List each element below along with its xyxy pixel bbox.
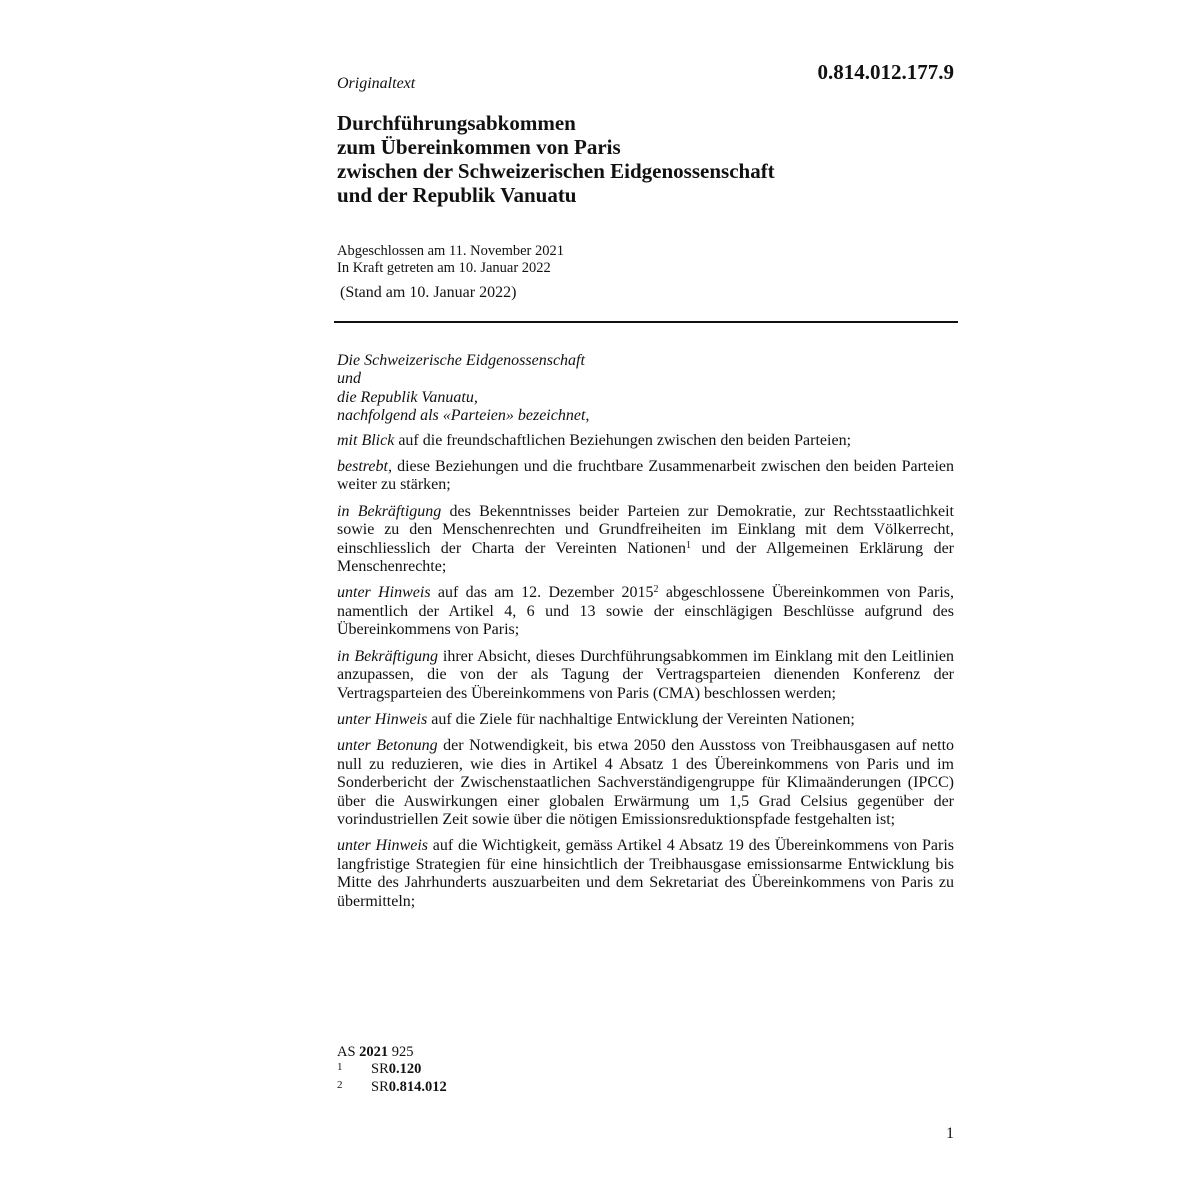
parties-line: und xyxy=(337,370,361,388)
recital-lead: in Bekräftigung xyxy=(337,502,442,520)
as-page: 925 xyxy=(388,1044,414,1060)
title-line: und der Republik Vanuatu xyxy=(337,183,577,207)
footnote-sr-link[interactable]: 0.120 xyxy=(388,1061,422,1077)
footnote-sr-link[interactable]: 0.814.012 xyxy=(388,1079,447,1095)
recital-text: des Bekenntnisses beider Parteien zur Demokratie, zur Rechtsstaatlichkeit sowie zu den Menschenrechten und Grundfreiheiten im Einklang mit dem Völkerrecht, einschliesslich der Charta der Vereinten Nationen xyxy=(337,502,954,557)
recital-lead: unter Hinweis xyxy=(337,584,431,602)
recital xyxy=(337,648,954,703)
document-title xyxy=(337,111,775,207)
recital xyxy=(337,737,954,829)
header-divider xyxy=(334,321,958,323)
original-text-label: Originaltext xyxy=(337,75,416,92)
footnote-ref[interactable]: 1 xyxy=(685,539,691,551)
recital xyxy=(337,503,954,577)
parties-line: nachfolgend als «Parteien» bezeichnet, xyxy=(337,407,590,425)
footnote-number: 2 xyxy=(337,1079,343,1091)
recital-lead: unter Hinweis xyxy=(337,837,428,855)
recital-text: auf die Ziele für nachhaltige Entwicklung der Vereinten Nationen; xyxy=(427,710,855,728)
footnote-item xyxy=(337,1079,447,1097)
recital-text: ihrer Absicht, dieses Durchführungsabkommen im Einklang mit den Leitlinien anzupassen, die von der als Tagung der Vertragsparteien dienenden Konferenz der Vertragsparteien des Übereinkommens von Paris (CMA) beschlossen werden; xyxy=(337,647,955,702)
footnote-prefix: SR xyxy=(371,1079,389,1095)
parties-block xyxy=(337,352,954,426)
sr-number: 0.814.012.177.9 xyxy=(817,60,954,84)
page-number: 1 xyxy=(946,1125,954,1142)
recital-text: diese Beziehungen und die fruchtbare Zusammenarbeit zwischen den beiden Parteien weiter zu stärken; xyxy=(337,458,954,494)
recital-text: der Notwendigkeit, bis etwa 2050 den Ausstoss von Treibhausgasen auf netto null zu reduzieren, wie dies in Artikel 4 Absatz 1 des Übereinkommens von Paris und im Sonderbericht der Zwischenstaatlichen Sachverständigengruppe für Klimaänderungen (IPCC) über die Auswirkungen einer globalen Erwärmung um 1,5 Grad Celsius gegenüber der vorindustriellen Zeit sowie über die nötigen Emissionsreduktionspfade festgehalten ist; xyxy=(337,737,955,828)
recital xyxy=(337,837,954,911)
recital-text: und der Allgemeinen Erklärung der Menschenrechte; xyxy=(337,539,955,576)
footnote-number: 1 xyxy=(337,1061,343,1073)
title-line: zwischen der Schweizerischen Eidgenossenschaft xyxy=(337,159,775,183)
recital xyxy=(337,458,954,495)
recital-lead: bestrebt, xyxy=(337,458,392,476)
recital xyxy=(337,432,954,450)
title-line: Durchführungsabkommen xyxy=(337,111,576,135)
as-year: 2021 xyxy=(359,1044,389,1060)
parties-line: Die Schweizerische Eidgenossenschaft xyxy=(337,352,585,369)
recital-text: abgeschlossene Übereinkommen von Paris, namentlich der Artikel 4, 6 und 13 sowie der einschlägigen Beschlüsse aufgrund des Übereinkommens von Paris; xyxy=(337,584,955,639)
footnote-ref[interactable]: 2 xyxy=(653,584,659,596)
recital xyxy=(337,584,954,639)
recital-text: auf die Wichtigkeit, gemäss Artikel 4 Absatz 19 des Übereinkommens von Paris langfristige Strategien für eine hinsichtlich der Treibhausgase emissionsarme Entwicklung bis Mitte des Jahrhunderts auszuarbeiten und dem Sekretariat des Übereinkommens von Paris zu übermitteln; xyxy=(337,837,955,910)
footnotes xyxy=(337,1044,447,1097)
recital-lead: unter Hinweis xyxy=(337,710,428,728)
as-prefix: AS xyxy=(337,1044,360,1060)
preamble xyxy=(337,352,954,919)
concluded-date: Abgeschlossen am 11. November 2021 xyxy=(337,243,564,259)
title-line: zum Übereinkommen von Paris xyxy=(337,135,621,159)
recital xyxy=(337,711,954,729)
status-date: (Stand am 10. Januar 2022) xyxy=(340,284,517,301)
recital-text: auf die freundschaftlichen Beziehungen zwischen den beiden Parteien; xyxy=(394,431,852,449)
recital-lead: in Bekräftigung xyxy=(337,647,438,665)
parties-line: die Republik Vanuatu, xyxy=(337,388,478,406)
recital-lead: mit Blick xyxy=(337,431,395,449)
recital-text: auf das am 12. Dezember 2015 xyxy=(430,584,654,602)
recital-lead: unter Betonung xyxy=(337,737,438,755)
in-force-date: In Kraft getreten am 10. Januar 2022 xyxy=(337,260,551,276)
footnote-prefix: SR xyxy=(371,1061,389,1077)
dates-block xyxy=(337,243,564,277)
